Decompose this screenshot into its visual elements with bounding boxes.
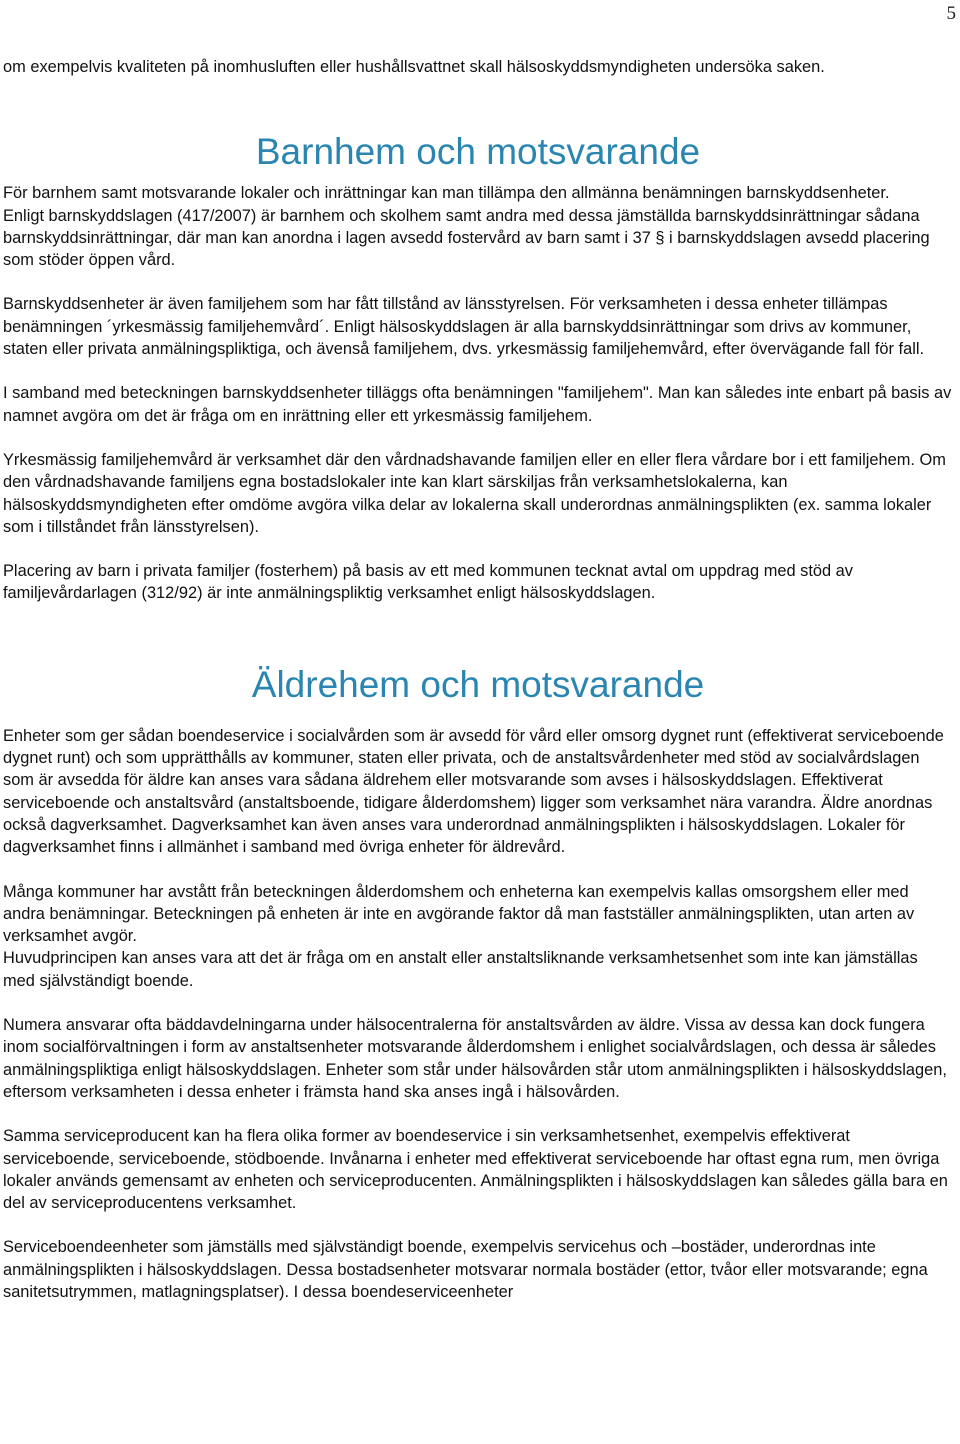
paragraph: Huvudprincipen kan anses vara att det är fråga om en anstalt eller anstaltsliknande verksamhetsenhet som inte kan jämställas med självständigt boende. [3, 949, 918, 990]
paragraph: Enligt barnskyddslagen (417/2007) är barnhem och skolhem samt andra med dessa jämställda barnskyddsinrättningar sådana barnskyddsinrättningar, där man kan anordna i lagen avsedd fostervård av barn samt i 37 § i barnskyddslagen avsedd placering som stöder öppen vård. [3, 206, 930, 270]
paragraph: Samma serviceproducent kan ha flera olika former av boendeservice i sin verksamhetsenhet, exempelvis effektiverat serviceboende, serviceboende, stödboende. Invånarna i enheter med effektiverat serviceboende har oftast egna rum, men övriga lokaler används gemensamt av enheten och serviceproducenten. Anmälningsplikten i hälsoskyddslagen kan således gälla bara en del av serviceproducentens verksamhet. [3, 1127, 948, 1213]
document-body [3, 56, 953, 1303]
section-heading-barnhem: Barnhem och motsvarande [255, 131, 701, 173]
paragraph: I samband med beteckningen barnskyddsenheter tilläggs ofta benämningen "familjehem". Man kan således inte enbart på basis av namnet avgöra om det är fråga om en inrättning eller ett yrkesmässig familjehem. [3, 384, 952, 425]
page-number: 5 [946, 3, 956, 24]
paragraph: För barnhem samt motsvarande lokaler och inrättningar kan man tillämpa den allmänna benämningen barnskyddsenheter. [3, 184, 890, 203]
paragraph: Många kommuner har avstått från beteckningen ålderdomshem och enheterna kan exempelvis kallas omsorgshem eller med andra benämningar. Beteckningen på enheten är inte en avgörande faktor då man fastställer anmälningsplikten, utan arten av verksamhet avgör. [3, 882, 915, 946]
section-heading-aldrehem: Äldrehem och motsvarande [251, 663, 705, 705]
paragraph: Enheter som ger sådan boendeservice i socialvården som är avsedd för vård eller omsorg dygnet runt (effektiverat serviceboende dygnet runt) och som upprätthålls av kommuner, staten eller privata, och de anstaltsvårdenheter med stöd av socialvårdslagen som är avsedda för äldre kan anses vara sådana äldrehem eller motsvarande som avses i hälsoskyddslagen. Effektiverat serviceboende och anstaltsvård (anstaltsboende, tidigare ålderdomshem) ligger som verksamhet nära varandra. Äldre anordnas också dagverksamhet. Dagverksamhet kan även anses vara underordnad anmälningsplikten i hälsoskyddslagen. Lokaler för dagverksamhet finns i allmänhet i samband med övriga enheter för äldrevård. [3, 726, 944, 857]
paragraph: Yrkesmässig familjehemvård är verksamhet där den vårdnadshavande familjen eller en eller flera vårdare bor i ett familjehem. Om den vårdnadshavande familjens egna bostadslokaler inte kan klart särskiljas från verksamhetslokalerna, kan hälsoskyddsmyndigheten efter omdöme avgöra vilka delar av lokalerna skall underordnas anmälningsplikten (ex. samma lokaler som i tillståndet från länsstyrelsen). [3, 450, 946, 536]
paragraph: Placering av barn i privata familjer (fosterhem) på basis av ett med kommunen tecknat avtal om uppdrag med stöd av familjevårdarlagen (312/92) är inte anmälningspliktig verksamhet enligt hälsoskyddslagen. [3, 562, 853, 603]
intro-paragraph: om exempelvis kvaliteten på inomhusluften eller hushållsvattnet skall hälsoskyddsmyndigheten undersöka saken. [3, 58, 825, 76]
paragraph: Barnskyddsenheter är även familjehem som har fått tillstånd av länsstyrelsen. För verksamheten i dessa enheter tillämpas benämningen ´yrkesmässig familjehemvård´. Enligt hälsoskyddslagen är alla barnskyddsinrättningar som drivs av kommuner, staten eller privata anmälningspliktiga, och ävenså familjehem, dvs. yrkesmässig familjehemvård, efter övervägande fall för fall. [3, 295, 925, 359]
paragraph: Numera ansvarar ofta bäddavdelningarna under hälsocentralerna för anstaltsvården av äldre. Vissa av dessa kan dock fungera inom socialförvaltningen i form av anstaltsenheter motsvarande ålderdomshem i enlighet socialvårdslagen, och dessa är således anmälningspliktiga enligt hälsoskyddslagen. Enheter som står under hälsovården står utom anmälningsplikten i hälsoskyddslagen, eftersom verksamheten i dessa enheter i främsta hand ska anses ingå i hälsovården. [3, 1016, 947, 1101]
paragraph: Serviceboendeenheter som jämställs med självständigt boende, exempelvis servicehus och –bostäder, underordnas inte anmälningsplikten i hälsoskyddslagen. Dessa bostadsenheter motsvarar normala bostäder (ettor, tvåor eller motsvarande; egna sanitetsutrymmen, matlagningsplatser). I dessa boendeserviceenheter [3, 1238, 928, 1301]
